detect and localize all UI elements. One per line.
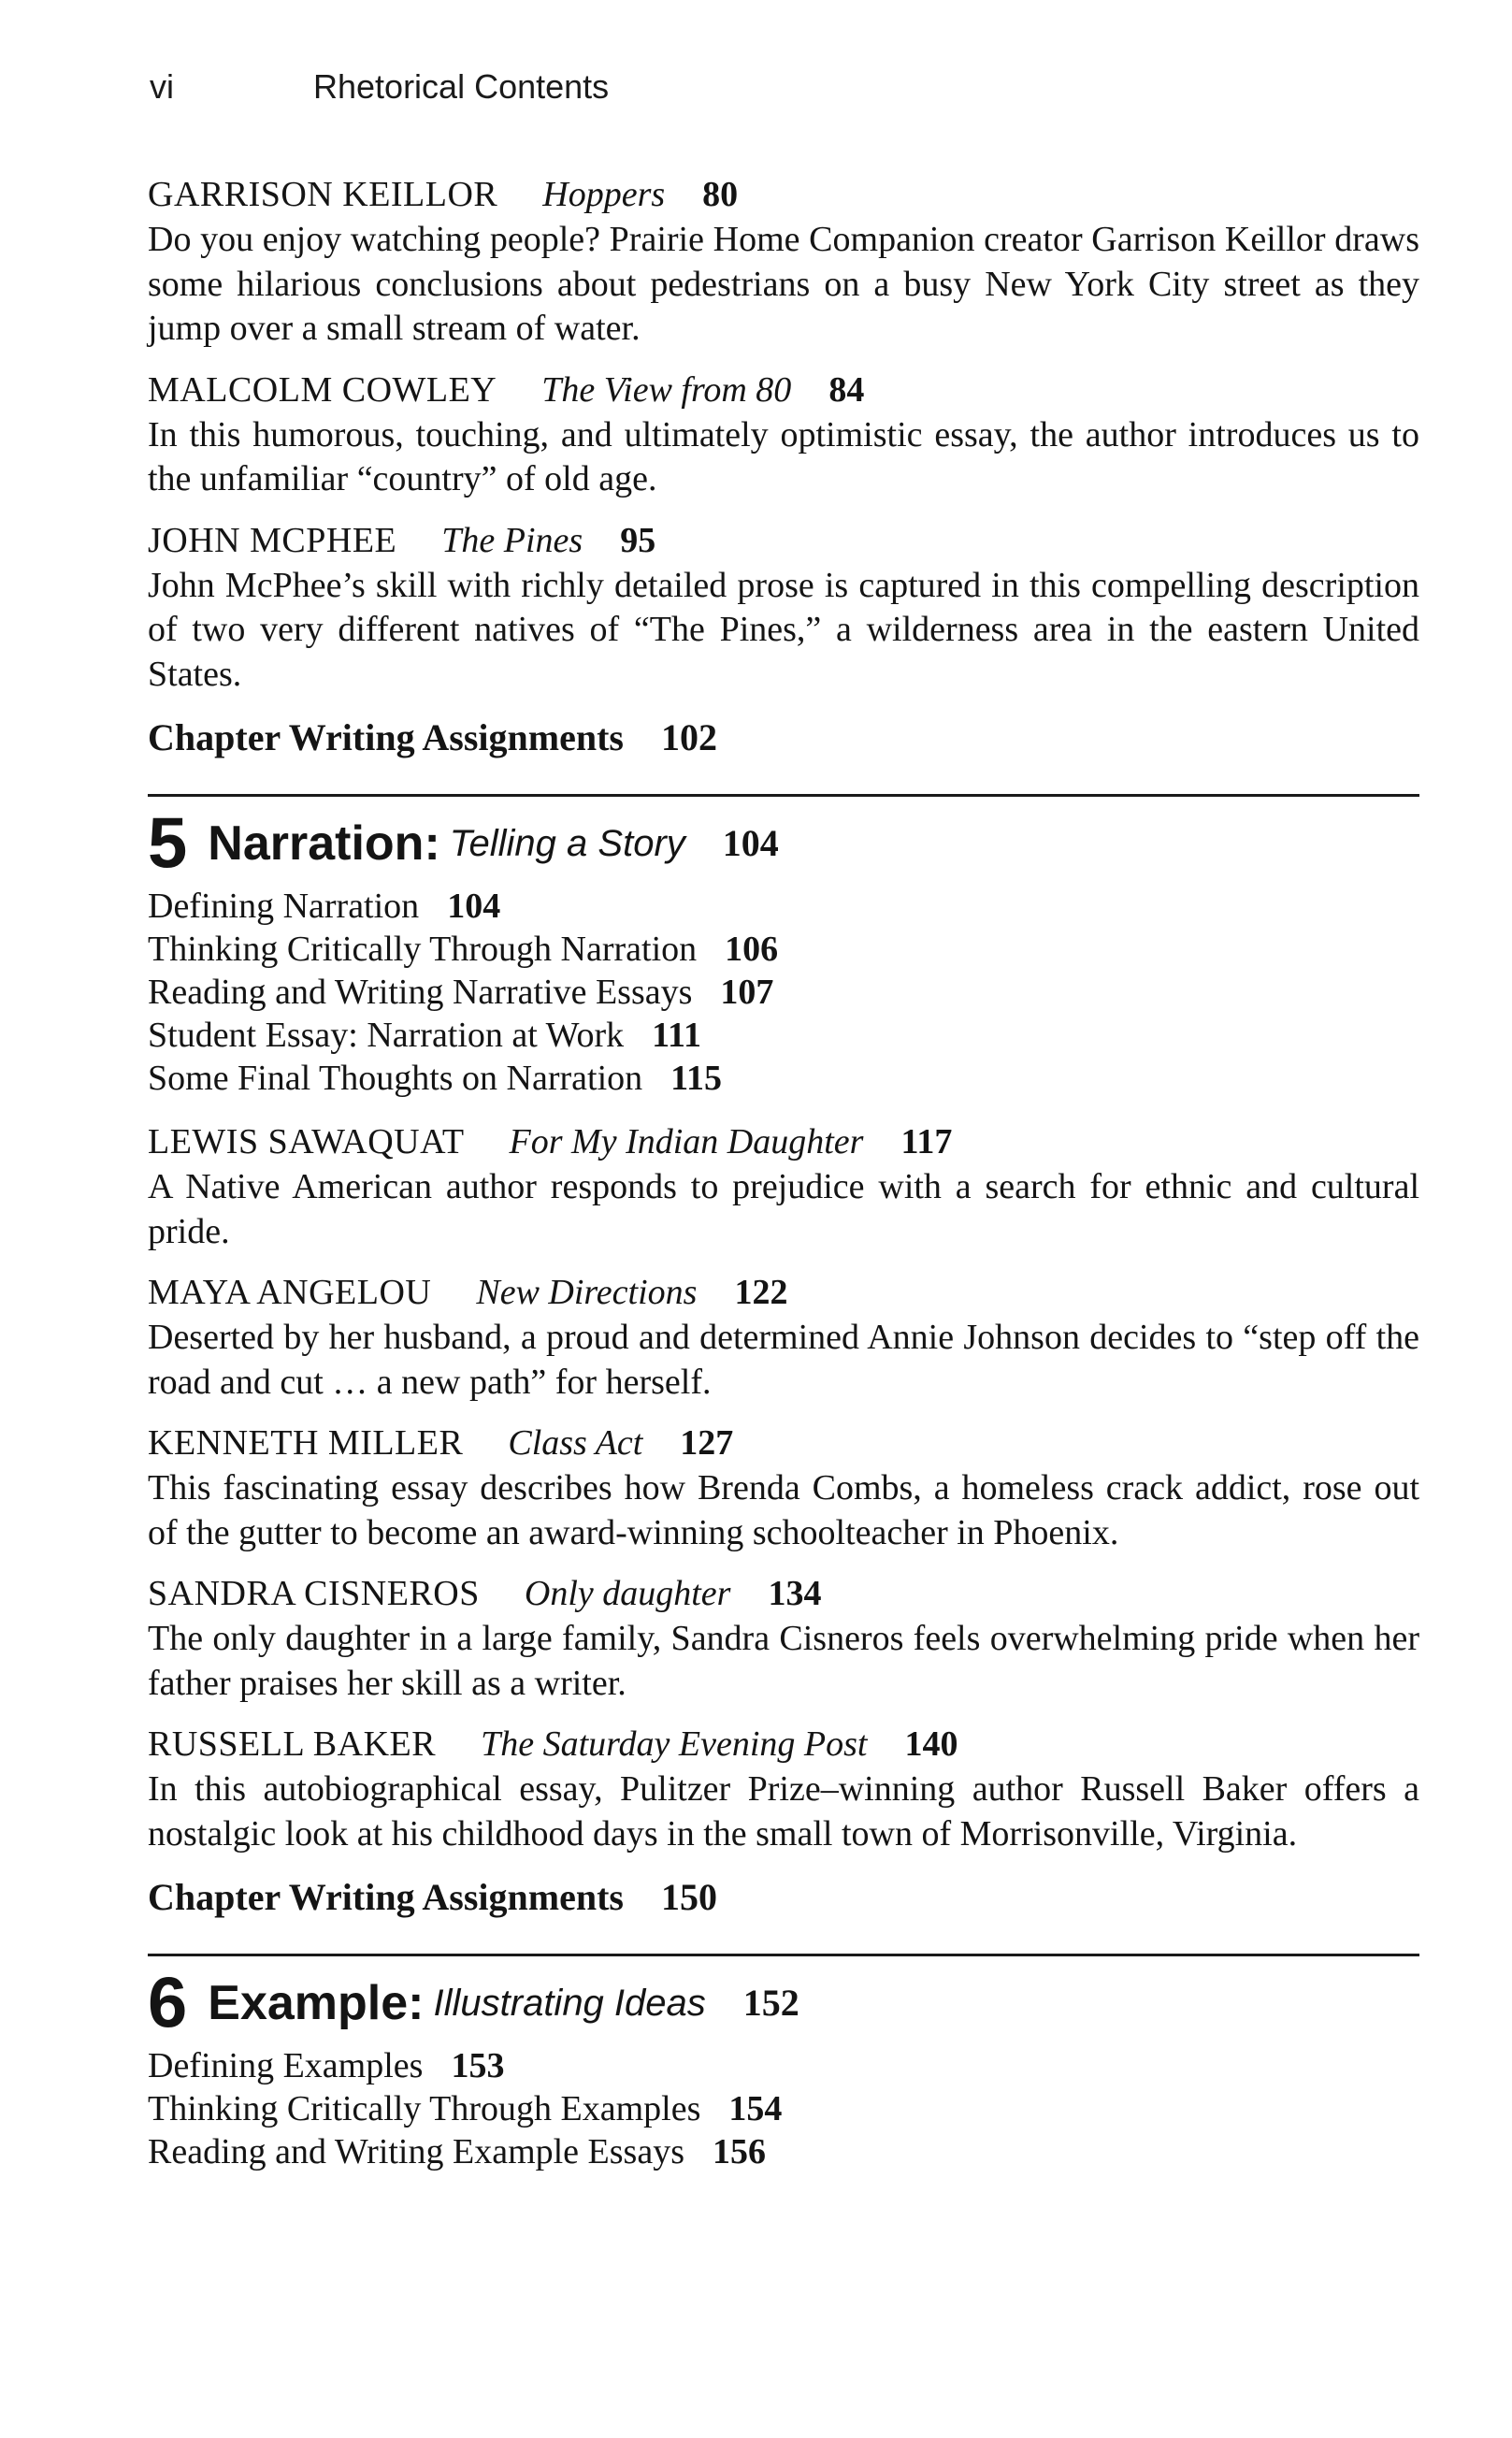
- assignments-page: 150: [660, 1876, 717, 1918]
- section-item: Student Essay: Narration at Work 111: [148, 1016, 701, 1055]
- reading-entry: [148, 368, 1419, 502]
- chapter-divider: [148, 1954, 1419, 1956]
- entry-title: The Pines: [441, 520, 583, 560]
- chapter-number: 6: [148, 1963, 188, 2043]
- chapter-number: 5: [148, 803, 188, 884]
- reading-entry: [148, 1271, 1419, 1405]
- entry-description: In this autobiographical essay, Pulitzer Prize–winning author Russell Baker offers a nostalgic look at his childhood days in the small town of Morrisonville, Virginia.: [148, 1769, 1419, 1854]
- chapter-page: 152: [742, 1982, 799, 2025]
- entry-page: 122: [734, 1273, 788, 1312]
- running-title: Rhetorical Contents: [313, 67, 610, 106]
- chapter-sections: [148, 885, 1419, 1100]
- reading-entry: [148, 1421, 1419, 1555]
- chapter-subtitle: Telling a Story: [449, 823, 685, 865]
- entry-title: The Saturday Evening Post: [481, 1724, 868, 1764]
- entry-page: 140: [904, 1724, 958, 1764]
- section-item: Defining Examples 153: [148, 2046, 505, 2085]
- reading-entry: [148, 1572, 1419, 1706]
- entry-page: 134: [768, 1574, 822, 1613]
- assignments-page: 102: [660, 716, 717, 758]
- entry-description: Deserted by her husband, a proud and determined Annie Johnson decides to “step off the road and cut … a new path” for herself.: [148, 1318, 1419, 1402]
- entry-description: This fascinating essay describes how Brenda Combs, a homeless crack addict, rose out of the gutter to become an award-winning schoolteacher in Phoenix.: [148, 1468, 1419, 1552]
- section-item: Reading and Writing Narrative Essays 107: [148, 973, 774, 1012]
- chapter-heading: [148, 803, 1419, 884]
- chapter-sections: [148, 2044, 1419, 2173]
- entry-author: GARRISON KEILLOR: [148, 175, 498, 214]
- entry-author: MAYA ANGELOU: [148, 1273, 432, 1312]
- entry-description: John McPhee’s skill with richly detailed prose is captured in this compelling description of two very different natives of “The Pines,” a wilderness area in the eastern United States.: [148, 565, 1419, 694]
- reading-entry: [148, 1120, 1419, 1254]
- entry-description: In this humorous, touching, and ultimately optimistic essay, the author introduces us to the unfamiliar “country” of old age.: [148, 414, 1419, 498]
- entry-page: 117: [900, 1122, 953, 1161]
- section-item: Some Final Thoughts on Narration 115: [148, 1059, 723, 1098]
- chapter-writing-assignments: [148, 714, 1419, 762]
- entry-title: For My Indian Daughter: [509, 1122, 864, 1161]
- chapter-name: Example:: [208, 1976, 425, 2031]
- section-item: Thinking Critically Through Narration 106: [148, 930, 779, 969]
- reading-entry: [148, 519, 1419, 698]
- chapter-writing-assignments: [148, 1873, 1419, 1922]
- entry-page: 127: [680, 1423, 734, 1463]
- entry-author: JOHN MCPHEE: [148, 520, 397, 560]
- entry-page: 95: [620, 520, 656, 560]
- chapter-subtitle: Illustrating Ideas: [433, 1983, 706, 2025]
- chapter-divider: [148, 794, 1419, 797]
- assignments-label: Chapter Writing Assignments: [148, 716, 624, 758]
- entry-title: Only daughter: [524, 1574, 731, 1613]
- entry-author: KENNETH MILLER: [148, 1423, 464, 1463]
- entry-title: The View from 80: [541, 369, 792, 410]
- entry-page: 80: [702, 175, 739, 214]
- section-item: Thinking Critically Through Examples 154: [148, 2089, 783, 2128]
- chapter-page: 104: [722, 822, 779, 865]
- reading-entry: [148, 1723, 1419, 1856]
- assignments-label: Chapter Writing Assignments: [148, 1876, 624, 1918]
- entry-title: New Directions: [476, 1273, 698, 1312]
- entry-description: The only daughter in a large family, Sandra Cisneros feels overwhelming pride when her father praises her skill as a writer.: [148, 1619, 1419, 1703]
- entry-description: A Native American author responds to prejudice with a search for ethnic and cultural pride.: [148, 1167, 1419, 1251]
- entry-description: Do you enjoy watching people? Prairie Home Companion creator Garrison Keillor draws some hilarious conclusions about pedestrians on a busy New York City street as they jump over a small stream of water.: [148, 220, 1419, 348]
- entry-title: Hoppers: [542, 175, 666, 214]
- section-item: Reading and Writing Example Essays 156: [148, 2132, 766, 2171]
- entry-author: MALCOLM COWLEY: [148, 369, 497, 410]
- entry-title: Class Act: [508, 1423, 643, 1463]
- reading-entry: [148, 173, 1419, 352]
- entry-page: 84: [828, 369, 865, 410]
- entry-author: RUSSELL BAKER: [148, 1724, 437, 1764]
- chapter-name: Narration:: [208, 816, 440, 872]
- page-number: vi: [150, 67, 174, 106]
- section-item: Defining Narration 104: [148, 887, 501, 926]
- entry-author: LEWIS SAWAQUAT: [148, 1122, 465, 1161]
- contents-body: [148, 173, 1419, 2194]
- chapter-heading: [148, 1963, 1419, 2043]
- entry-author: SANDRA CISNEROS: [148, 1574, 480, 1613]
- running-header: [150, 67, 609, 107]
